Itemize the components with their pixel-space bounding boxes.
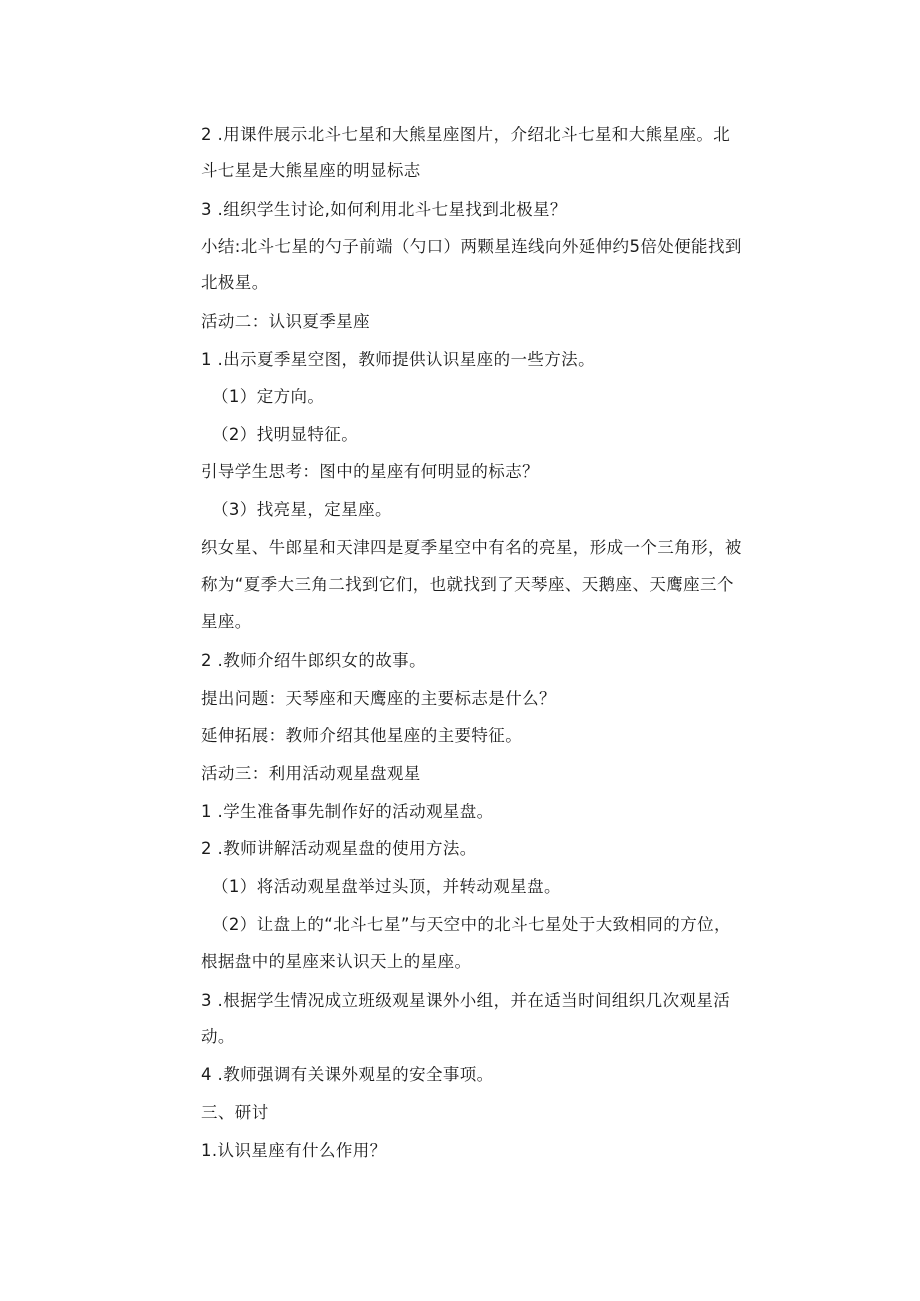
text-line: （2）让盘上的“北斗七星”与天空中的北斗七星处于大致相同的方位， — [212, 915, 731, 934]
text-line: （2）找明显特征。 — [212, 425, 359, 444]
text-line: 延伸拓展：教师介绍其他星座的主要特征。 — [201, 726, 523, 745]
text-line: 2 .教师讲解活动观星盘的使用方法。 — [201, 839, 477, 858]
text-line: 星座。 — [201, 612, 252, 631]
text-line: 小结:北斗七星的勺子前端（勺口）两颗星连线向外延伸约5倍处便能找到 — [201, 237, 742, 256]
text-line: 2 .用课件展示北斗七星和大熊星座图片，介绍北斗七星和大熊星座。北 — [201, 125, 731, 144]
text-line: 引导学生思考：图中的星座有何明显的标志？ — [201, 462, 539, 481]
text-line: 称为“夏季大三角二找到它们，也就找到了天琴座、天鹅座、天鹰座三个 — [201, 575, 734, 594]
text-line: 1.认识星座有什么作用？ — [201, 1141, 387, 1160]
text-line: 织女星、牛郎星和天津四是夏季星空中有名的亮星，形成一个三角形，被 — [201, 538, 742, 557]
text-line: 提出问题：天琴座和天鹰座的主要标志是什么？ — [201, 689, 556, 708]
text-line: 斗七星是大熊星座的明显标志 — [201, 161, 421, 180]
text-line: 动。 — [201, 1027, 235, 1046]
text-line: 北极星。 — [201, 273, 269, 292]
section-heading: 三、研讨 — [201, 1103, 269, 1122]
section-heading: 活动二：认识夏季星座 — [201, 312, 370, 331]
text-line: 1 .学生准备事先制作好的活动观星盘。 — [201, 802, 494, 821]
text-line: 3 .根据学生情况成立班级观星课外小组，并在适当时间组织几次观星活 — [201, 991, 731, 1010]
text-line: （3）找亮星，定星座。 — [212, 500, 392, 519]
text-line: （1）将活动观星盘举过头顶，并转动观星盘。 — [212, 877, 561, 896]
text-line: 根据盘中的星座来认识天上的星座。 — [201, 952, 472, 971]
text-line: 3 .组织学生讨论,如何利用北斗七星找到北极星？ — [201, 200, 567, 219]
text-line: （1）定方向。 — [212, 387, 325, 406]
text-line: 4 .教师强调有关课外观星的安全事项。 — [201, 1065, 494, 1084]
text-line: 2 .教师介绍牛郎织女的故事。 — [201, 651, 426, 670]
text-line: 1 .出示夏季星空图，教师提供认识星座的一些方法。 — [201, 350, 595, 369]
section-heading: 活动三：利用活动观星盘观星 — [201, 764, 421, 783]
